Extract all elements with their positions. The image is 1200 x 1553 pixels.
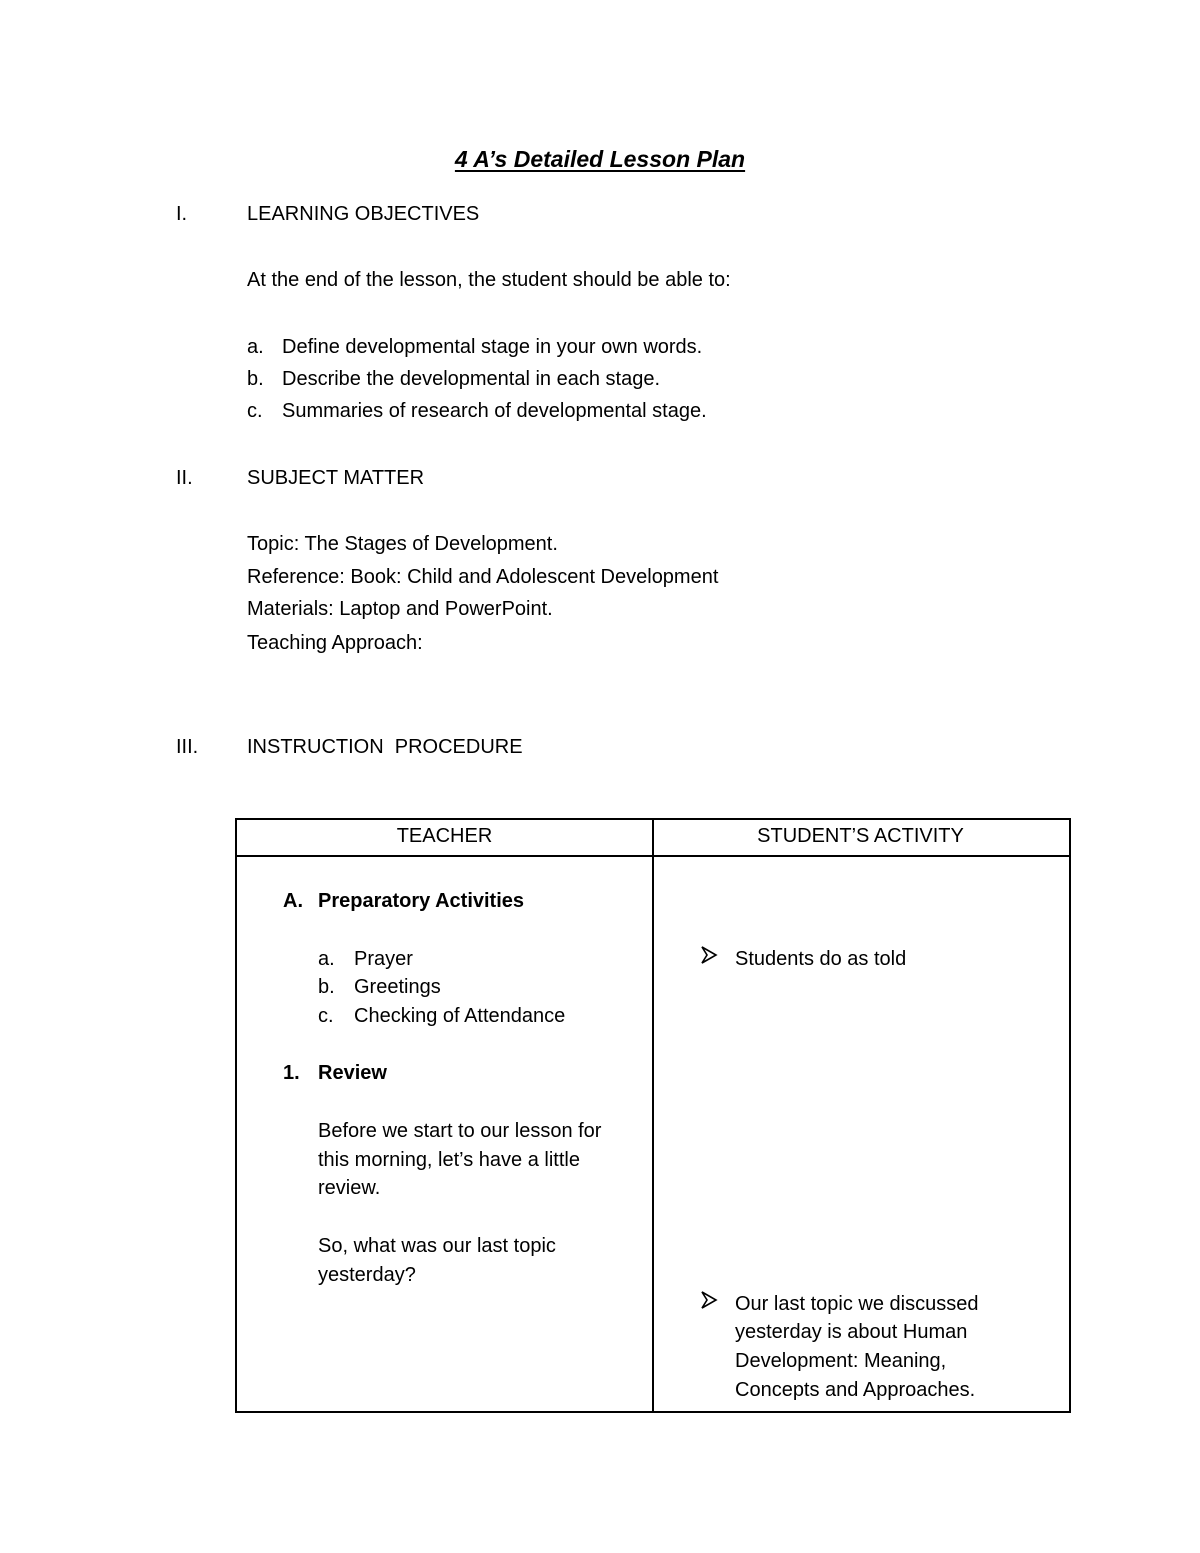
- activity-item: Checking of Attendance: [354, 1005, 566, 1027]
- subject-materials: Materials: Laptop and PowerPoint.: [247, 598, 553, 620]
- preparatory-title: Preparatory Activities: [318, 890, 525, 912]
- review-question-line: So, what was our last topic: [318, 1235, 556, 1257]
- review-title: Review: [318, 1062, 387, 1084]
- section-heading-objectives: LEARNING OBJECTIVES: [247, 203, 480, 225]
- preparatory-label: A.: [283, 890, 303, 912]
- activity-item: Greetings: [354, 976, 441, 998]
- table-header-student: STUDENT’S ACTIVITY: [757, 825, 964, 847]
- objective-item: Summaries of research of developmental stage.: [282, 400, 707, 422]
- table-header-divider: [237, 855, 1069, 857]
- review-text-line: this morning, let’s have a little: [318, 1149, 580, 1171]
- section-heading-instruction: INSTRUCTION PROCEDURE: [247, 736, 523, 758]
- table-column-divider: [652, 820, 654, 1411]
- objectives-intro: At the end of the lesson, the student should be able to:: [247, 269, 731, 291]
- review-text-line: review.: [318, 1177, 381, 1199]
- arrowhead-bullet-icon: [700, 945, 718, 974]
- objective-item: Describe the developmental in each stage.: [282, 368, 661, 390]
- subject-approach: Teaching Approach:: [247, 632, 423, 654]
- subject-reference: Reference: Book: Child and Adolescent Development: [247, 566, 719, 588]
- section-heading-subject-matter: SUBJECT MATTER: [247, 467, 425, 489]
- review-question-line: yesterday?: [318, 1264, 416, 1286]
- section-numeral: II.: [176, 467, 193, 489]
- review-text-line: Before we start to our lesson for: [318, 1120, 602, 1142]
- activity-letter: b.: [318, 976, 335, 998]
- student-response: Students do as told: [735, 948, 907, 970]
- objective-item: Define developmental stage in your own words.: [282, 336, 703, 358]
- document-title: 4 A’s Detailed Lesson Plan: [454, 146, 746, 172]
- review-label: 1.: [283, 1062, 300, 1084]
- activity-letter: c.: [318, 1005, 334, 1027]
- student-response-line: Concepts and Approaches.: [735, 1379, 976, 1401]
- table-header-teacher: TEACHER: [396, 825, 493, 847]
- objective-letter: c.: [247, 400, 263, 422]
- student-response-line: Our last topic we discussed: [735, 1293, 979, 1315]
- student-response-line: Development: Meaning,: [735, 1350, 947, 1372]
- objective-letter: b.: [247, 368, 264, 390]
- section-numeral: I.: [176, 203, 188, 225]
- subject-topic: Topic: The Stages of Development.: [247, 533, 558, 555]
- student-response-line: yesterday is about Human: [735, 1321, 968, 1343]
- section-numeral: III.: [176, 736, 199, 758]
- arrowhead-bullet-icon: [700, 1290, 718, 1319]
- procedure-table: [235, 818, 1071, 1413]
- activity-letter: a.: [318, 948, 335, 970]
- objective-letter: a.: [247, 336, 264, 358]
- activity-item: Prayer: [354, 948, 413, 970]
